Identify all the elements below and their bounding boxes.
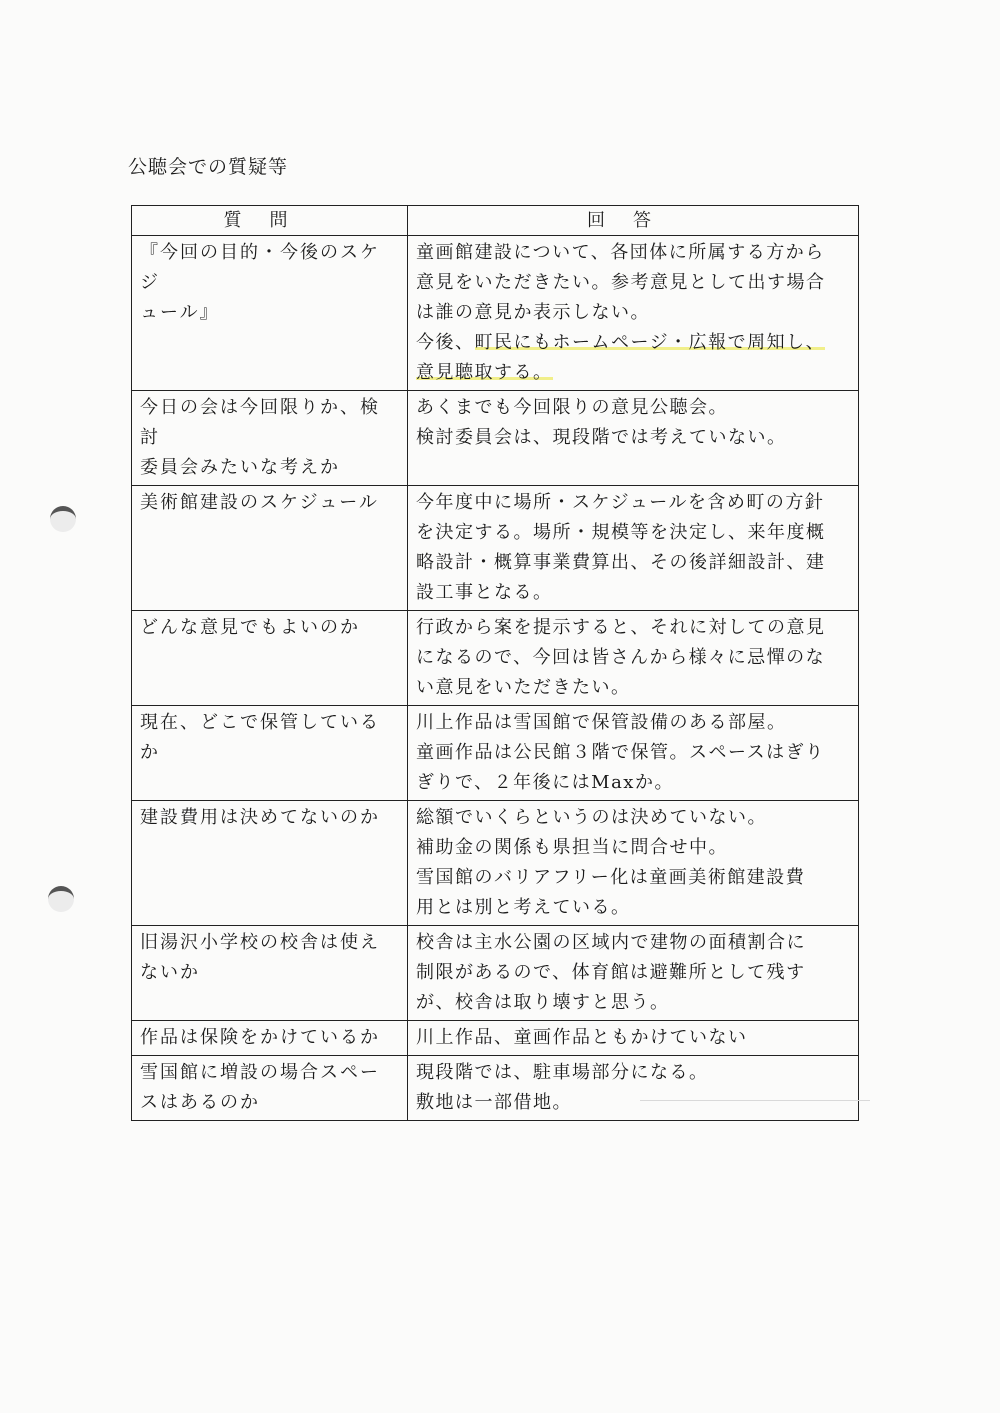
answer-line-text: 今後、	[416, 332, 475, 353]
highlighted-text: 意見聴取する。	[416, 362, 553, 383]
table-row	[132, 706, 859, 801]
header-question: 質問	[132, 206, 408, 236]
question-cell	[132, 706, 408, 801]
answer-cell	[408, 926, 859, 1021]
answer-line: 川上作品、童画作品ともかけていない	[416, 1027, 748, 1048]
answer-line: 制限があるので、体育館は避難所として残す	[416, 962, 806, 983]
question-cell	[132, 926, 408, 1021]
table-row	[132, 926, 859, 1021]
question-cell	[132, 486, 408, 611]
answer-line: 略設計・概算事業費算出、その後詳細設計、建	[416, 552, 826, 573]
question-cell	[132, 236, 408, 391]
question-line: 『今回の目的・今後のスケジ	[140, 242, 380, 293]
question-cell	[132, 391, 408, 486]
table-row	[132, 611, 859, 706]
table-row	[132, 486, 859, 611]
question-line: 建設費用は決めてないのか	[140, 807, 380, 828]
question-line: 作品は保険をかけているか	[140, 1027, 380, 1048]
answer-line: 設工事となる。	[416, 582, 553, 603]
question-cell	[132, 1056, 408, 1121]
question-line: 現在、どこで保管しているか	[140, 712, 380, 763]
qa-table	[131, 205, 859, 1121]
highlighted-text: 町民にもホームページ・広報で周知し、	[474, 332, 826, 353]
answer-cell	[408, 391, 859, 486]
answer-line: 敷地は一部借地。	[416, 1092, 572, 1113]
question-cell	[132, 801, 408, 926]
answer-line	[416, 328, 850, 358]
question-line: ないか	[140, 962, 200, 983]
question-line: どんな意見でもよいのか	[140, 617, 360, 638]
answer-cell	[408, 801, 859, 926]
question-line: 委員会みたいな考えか	[140, 457, 340, 478]
question-cell	[132, 611, 408, 706]
question-line: ュール』	[140, 302, 220, 323]
answer-line: 用とは別と考えている。	[416, 897, 631, 918]
punch-hole-mark	[50, 506, 76, 532]
question-line: 雪国館に増設の場合スペー	[140, 1062, 380, 1083]
answer-line: 童画館建設について、各団体に所属する方から	[416, 242, 825, 263]
table-row	[132, 1021, 859, 1056]
answer-line: 現段階では、駐車場部分になる。	[416, 1062, 709, 1083]
answer-line: になるので、今回は皆さんから様々に忌憚のな	[416, 647, 826, 668]
answer-line: 行政から案を提示すると、それに対しての意見	[416, 617, 826, 638]
page-title: 公聴会での質疑等	[128, 156, 289, 178]
table-row	[132, 1056, 859, 1121]
question-line: 美術館建設のスケジュール	[140, 492, 379, 513]
answer-line: 検討委員会は、現段階では考えていない。	[416, 427, 787, 448]
answer-line: は誰の意見か表示しない。	[416, 302, 650, 323]
question-line: 今日の会は今回限りか、検討	[140, 397, 380, 448]
question-line: 旧湯沢小学校の校舎は使え	[140, 932, 380, 953]
answer-line: い意見をいただきたい。	[416, 677, 631, 698]
answer-cell	[408, 236, 859, 391]
table-header-row	[132, 206, 859, 236]
answer-cell	[408, 706, 859, 801]
answer-cell	[408, 1056, 859, 1121]
header-answer: 回答	[408, 206, 859, 236]
answer-line: 意見をいただきたい。参考意見として出す場合	[416, 272, 826, 293]
answer-line: を決定する。場所・規模等を決定し、来年度概	[416, 522, 826, 543]
answer-line: 総額でいくらというのは決めていない。	[416, 807, 767, 828]
answer-cell	[408, 611, 859, 706]
answer-line	[416, 358, 850, 388]
question-cell	[132, 1021, 408, 1056]
table-row	[132, 801, 859, 926]
table-row	[132, 236, 859, 391]
answer-line: 雪国館のバリアフリー化は童画美術館建設費	[416, 867, 806, 888]
punch-hole-mark	[48, 886, 74, 912]
show-through-line	[640, 1100, 870, 1101]
answer-line: 補助金の関係も県担当に問合せ中。	[416, 837, 728, 858]
answer-line: が、校舎は取り壊すと思う。	[416, 992, 670, 1013]
answer-cell	[408, 1021, 859, 1056]
answer-line: 川上作品は雪国館で保管設備のある部屋。	[416, 712, 787, 733]
answer-cell	[408, 486, 859, 611]
table-row	[132, 391, 859, 486]
answer-line: 今年度中に場所・スケジュールを含め町の方針	[416, 492, 825, 513]
answer-line: 童画作品は公民館３階で保管。スペースはぎり	[416, 742, 825, 763]
question-line: スはあるのか	[140, 1092, 260, 1113]
answer-line: ぎりで、２年後にはMaxか。	[416, 772, 674, 793]
answer-line: 校舎は主水公園の区域内で建物の面積割合に	[416, 932, 806, 953]
answer-line: あくまでも今回限りの意見公聴会。	[416, 397, 728, 418]
